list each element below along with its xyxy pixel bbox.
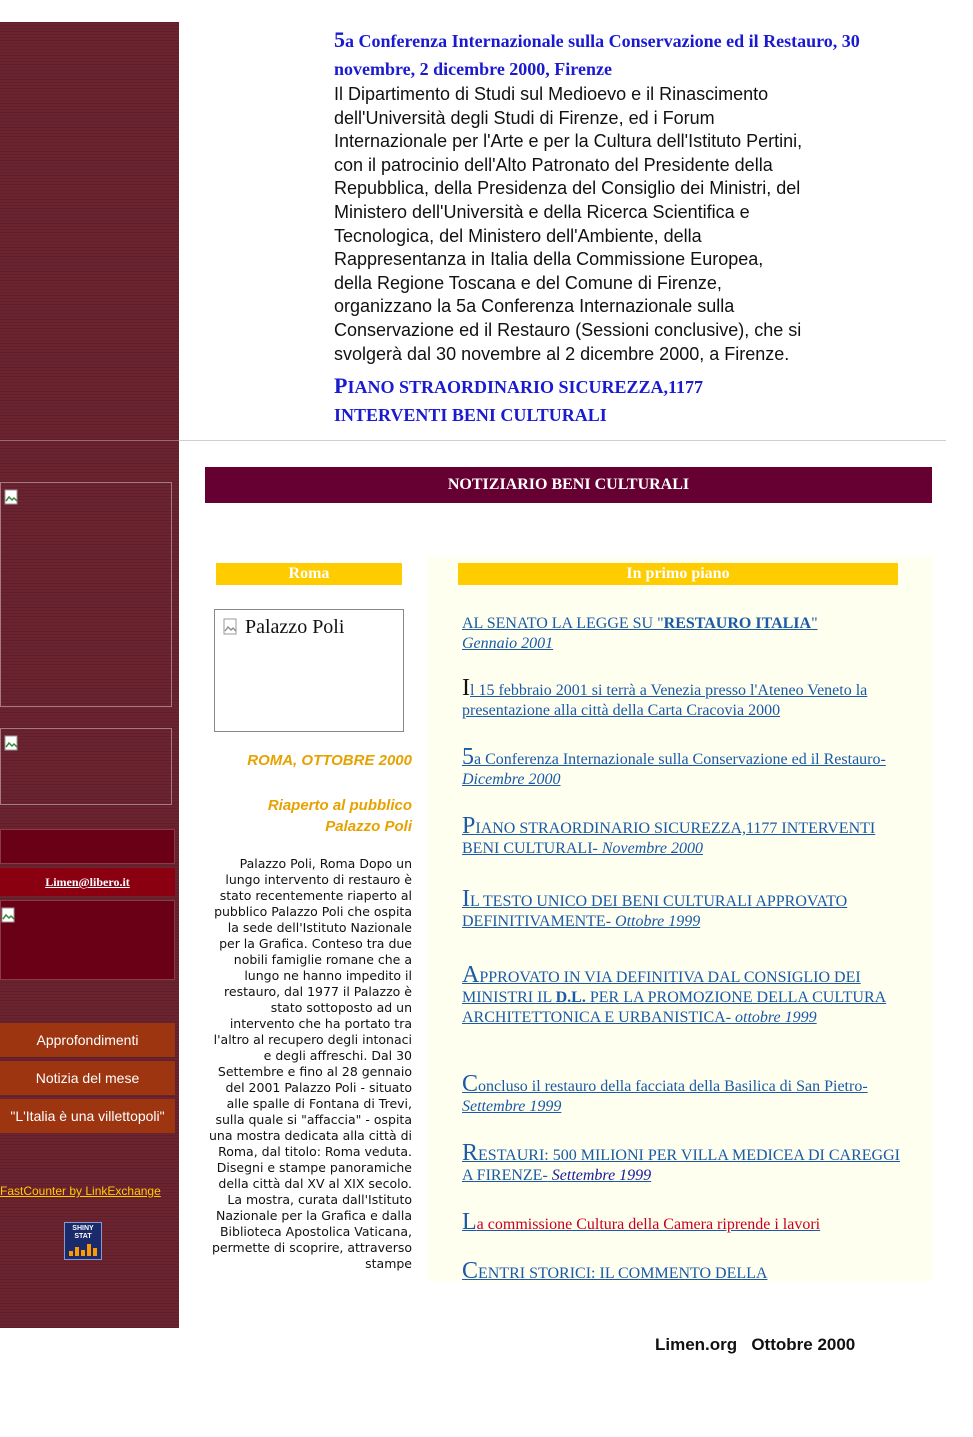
email-link[interactable]: Limen@libero.it <box>45 875 130 889</box>
email-bar <box>0 868 175 896</box>
sidebar-image-3 <box>0 900 175 980</box>
shinystat-bars-icon <box>69 1242 99 1256</box>
approfondimenti-button[interactable]: Approfondimenti <box>0 1023 175 1057</box>
intro-body-line: Ministero dell'Università e della Ricerca Scientifica e <box>334 201 750 222</box>
fastcounter-link[interactable]: FastCounter by LinkExchange <box>0 1184 161 1198</box>
broken-image-icon <box>1 907 17 923</box>
palazzo-poli-image <box>214 609 404 732</box>
intro-section <box>334 26 864 429</box>
roma-header: Roma <box>216 563 402 585</box>
news-item[interactable] <box>462 614 902 654</box>
news-item[interactable]: Il 15 febbraio 2001 si terrà a Venezia presso l'Ateneo Veneto la presentazione alla città della Carta Cracovia 2000 <box>462 675 868 719</box>
intro-body-line: Internazionale per l'Arte e per la Cultura dell'Istituto Pertini, <box>334 131 803 152</box>
broken-image-icon <box>4 489 20 505</box>
notizia-del-mese-button[interactable]: Notizia del mese <box>0 1061 175 1095</box>
news-item[interactable] <box>462 886 902 932</box>
roma-subtitle: Riaperto al pubblico Palazzo Poli <box>267 797 412 835</box>
sidebar-image-1 <box>0 482 172 707</box>
image-alt-text: Palazzo Poli <box>245 616 345 638</box>
news-link[interactable]: APPROVATO IN VIA DEFINITIVA DAL CONSIGLIO DEI MINISTRI IL D.L. PER LA PROMOZIONE DELLA CULTURA ARCHITETTONICA E URBANISTICA- ottobre 1999 <box>462 962 887 1026</box>
sidebar-image-2 <box>0 728 172 805</box>
intro-body-line: organizzano la 5a Conferenza Internazionale sulla <box>334 296 735 317</box>
roma-date: ROMA, OTTOBRE 2000 <box>247 752 412 769</box>
primo-piano-header: In primo piano <box>458 563 898 585</box>
broken-image-icon <box>4 735 20 751</box>
news-link[interactable]: CENTRI STORICI: IL COMMENTO DELLA <box>462 1258 768 1281</box>
news-item[interactable] <box>462 1140 902 1186</box>
intro-body-line: con il patrocinio dell'Alto Patronato del Presidente della <box>334 154 773 175</box>
news-item[interactable] <box>462 813 902 859</box>
intro-body-line: della Regione Toscana e del Comune di Firenze, <box>334 272 722 293</box>
top-divider <box>179 440 946 441</box>
news-item[interactable] <box>462 1258 902 1281</box>
news-item[interactable] <box>462 962 902 1028</box>
intro-body-line: Repubblica, della Presidenza del Consiglio dei Ministri, del <box>334 178 801 199</box>
shinystat-label: SHINY STAT <box>72 1225 94 1240</box>
intro-body-line: Rappresentanza in Italia della Commissione Europea, <box>334 249 764 270</box>
notiziario-header: NOTIZIARIO BENI CULTURALI <box>205 467 932 503</box>
broken-image-icon <box>223 618 239 634</box>
sidebar-divider <box>0 440 179 441</box>
intro-body-line: svolgerà dal 30 novembre al 2 dicembre 2000, a Firenze. <box>334 343 790 364</box>
news-link[interactable]: La commissione Cultura della Camera riprende i lavori <box>462 1209 821 1235</box>
news-link[interactable]: RESTAURI: 500 MILIONI PER VILLA MEDICEA DI CAREGGI A FIRENZE- Settembre 1999 <box>462 1140 900 1184</box>
villettopoli-button[interactable]: "L'Italia è una villettopoli" <box>0 1099 175 1133</box>
piano-heading: PIANO STRAORDINARIO SICUREZZA,1177 INTERVENTI BENI CULTURALI <box>334 373 704 426</box>
intro-body-line: Tecnologica, del Ministero dell'Ambiente, della <box>334 225 702 246</box>
shinystat-logo[interactable] <box>64 1222 102 1260</box>
conference-title: 5a Conferenza Internazionale sulla Conservazione ed il Restauro, 30 novembre, 2 dicembre 2000, Firenze <box>334 27 860 79</box>
news-link[interactable]: Concluso il restauro della facciata della Basilica di San Pietro- Settembre 1999 <box>462 1071 868 1115</box>
intro-body <box>334 83 864 366</box>
news-list <box>427 560 933 1281</box>
news-item[interactable] <box>462 744 902 790</box>
news-item[interactable] <box>462 1071 902 1117</box>
news-link[interactable]: l 15 febbraio 2001 si terrà a Venezia presso l'Ateneo Veneto la presentazione alla città della Carta Cracovia 2000 <box>462 682 868 719</box>
news-item[interactable] <box>462 1209 902 1235</box>
footer-text: Limen.org Ottobre 2000 <box>655 1335 856 1354</box>
news-link[interactable]: IL TESTO UNICO DEI BENI CULTURALI APPROVATO DEFINITIVAMENTE- Ottobre 1999 <box>462 886 848 930</box>
intro-body-line: dell'Università degli Studi di Firenze, ed i Forum <box>334 107 715 128</box>
roma-article-text: Palazzo Poli, Roma Dopo un lungo intervento di restauro è stato recentemente riaperto al pubblico Palazzo Poli che ospita la sede dell'Istituto Nazionale per la Grafica. Conteso tra due nobili famiglie romane che a lungo ne hanno impedito il restauro, dal 1977 il Palazzo è stato sottoposto ad un intervento che ha portato tra l'altro al recupero degli intonaci e degli affreschi. Dal 30 Settembre e fino al 28 gennaio del 2001 Palazzo Poli - situato alle spalle di Fontana di Trevi, sulla quale si "affaccia" - ospita una mostra dedicata alla città di Roma, dal titolo: Roma veduta. Disegni e stampe panoramiche della città dal XV al XIX secolo. La mostra, curata dall'Istituto Nazionale per la Grafica e dalla Biblioteca Apostolica Vaticana, permette di scoprire, attraverso stampe <box>208 856 412 1271</box>
intro-body-line: Il Dipartimento di Studi sul Medioevo e il Rinascimento <box>334 84 769 104</box>
news-link[interactable]: PIANO STRAORDINARIO SICUREZZA,1177 INTERVENTI BENI CULTURALI- Novembre 2000 <box>462 813 876 857</box>
news-link[interactable]: AL SENATO LA LEGGE SU "RESTAURO ITALIA" Gennaio 2001 <box>462 615 818 652</box>
sidebar-dark-bar <box>0 829 175 864</box>
news-link[interactable]: 5a Conferenza Internazionale sulla Conservazione ed il Restauro- Dicembre 2000 <box>462 744 886 788</box>
intro-body-line: Conservazione ed il Restauro (Sessioni conclusive), che si <box>334 319 802 340</box>
